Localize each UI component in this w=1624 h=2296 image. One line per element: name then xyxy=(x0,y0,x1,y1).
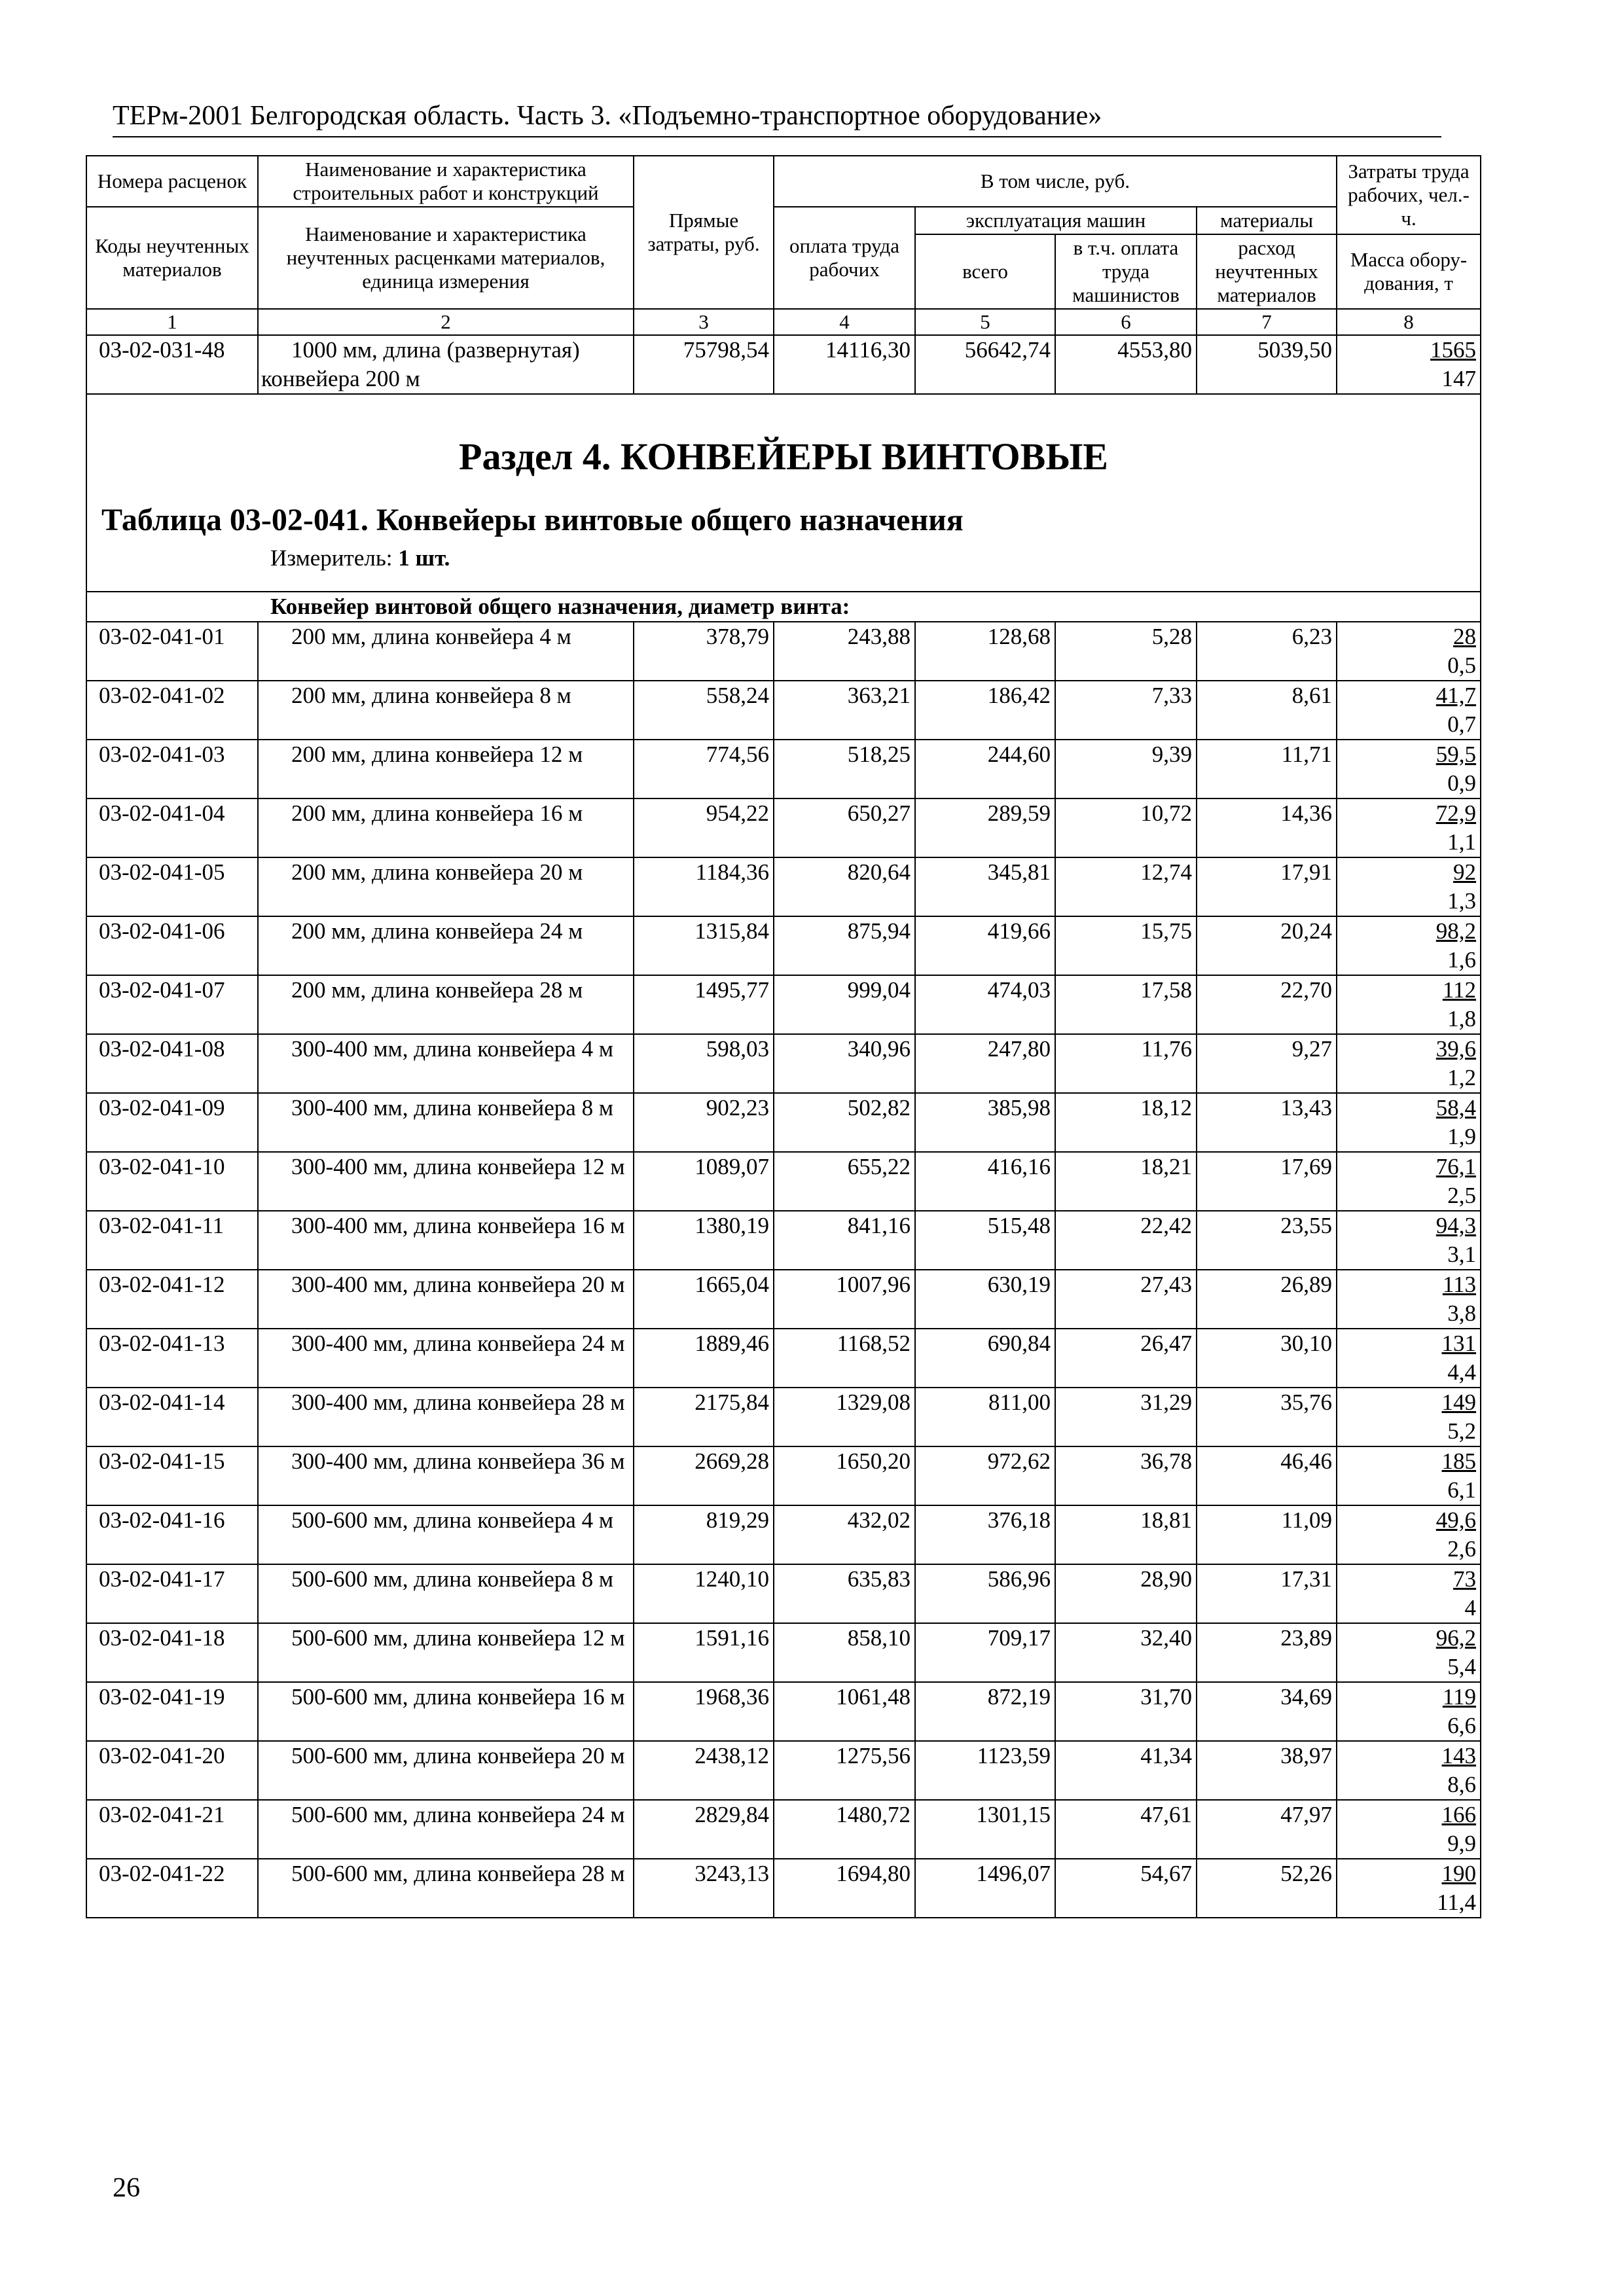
machinist-wages: 17,58 xyxy=(1055,975,1197,1034)
materials: 22,70 xyxy=(1197,975,1337,1034)
header-machinist-wages: в т.ч. оплата труда машинистов xyxy=(1055,234,1197,309)
labor-and-mass xyxy=(1337,740,1481,798)
rate-name: 200 мм, длина конвейера 12 м xyxy=(258,740,634,798)
rate-code: 03-02-041-18 xyxy=(86,1623,258,1682)
rate-name: 1000 мм, длина (развернутая) конвейера 200 м xyxy=(258,335,634,394)
machines-total: 385,98 xyxy=(915,1093,1055,1152)
rate-code: 03-02-041-01 xyxy=(86,622,258,681)
equipment-mass: 1,2 xyxy=(1447,1065,1477,1090)
table-row xyxy=(86,1034,1481,1093)
labor-and-mass xyxy=(1337,1564,1481,1623)
machinist-wages: 27,43 xyxy=(1055,1270,1197,1329)
machinist-wages: 31,29 xyxy=(1055,1388,1197,1446)
table-row xyxy=(86,335,1481,394)
equipment-mass: 147 xyxy=(1441,366,1477,391)
table-row xyxy=(86,740,1481,798)
price-table xyxy=(86,155,1481,1918)
labor-and-mass xyxy=(1337,681,1481,740)
machines-total: 376,18 xyxy=(915,1505,1055,1564)
labor-costs: 49,6 xyxy=(1435,1507,1477,1533)
machines-total: 474,03 xyxy=(915,975,1055,1034)
rate-code: 03-02-041-22 xyxy=(86,1859,258,1918)
direct-costs: 774,56 xyxy=(634,740,774,798)
wages: 1694,80 xyxy=(774,1859,915,1918)
rate-code: 03-02-041-11 xyxy=(86,1211,258,1270)
table-row xyxy=(86,1800,1481,1859)
price-table-container xyxy=(86,155,1480,1918)
machines-total: 1496,07 xyxy=(915,1859,1055,1918)
machines-total: 630,19 xyxy=(915,1270,1055,1329)
direct-costs: 1315,84 xyxy=(634,916,774,975)
direct-costs: 2669,28 xyxy=(634,1446,774,1505)
table-row xyxy=(86,1859,1481,1918)
machines-total: 416,16 xyxy=(915,1152,1055,1211)
machinist-wages: 11,76 xyxy=(1055,1034,1197,1093)
direct-costs: 558,24 xyxy=(634,681,774,740)
labor-and-mass xyxy=(1337,1152,1481,1211)
machines-total: 247,80 xyxy=(915,1034,1055,1093)
rate-name: 300-400 мм, длина конвейера 4 м xyxy=(258,1034,634,1093)
labor-costs: 113 xyxy=(1442,1272,1477,1297)
header-machines: эксплуатация машин xyxy=(915,207,1197,234)
labor-costs: 59,5 xyxy=(1435,742,1477,767)
table-row xyxy=(86,857,1481,916)
wages: 1168,52 xyxy=(774,1329,915,1388)
labor-and-mass xyxy=(1337,798,1481,857)
labor-costs: 98,2 xyxy=(1435,918,1477,944)
labor-costs: 28 xyxy=(1453,624,1477,649)
labor-and-mass xyxy=(1337,1446,1481,1505)
labor-costs: 58,4 xyxy=(1435,1095,1477,1121)
machinist-wages: 15,75 xyxy=(1055,916,1197,975)
materials: 46,46 xyxy=(1197,1446,1337,1505)
wages: 650,27 xyxy=(774,798,915,857)
equipment-mass: 4 xyxy=(1464,1595,1477,1621)
machinist-wages: 22,42 xyxy=(1055,1211,1197,1270)
labor-costs: 1565 xyxy=(1430,337,1477,363)
machines-total: 345,81 xyxy=(915,857,1055,916)
equipment-mass: 11,4 xyxy=(1437,1890,1477,1915)
rate-name: 300-400 мм, длина конвейера 28 м xyxy=(258,1388,634,1446)
labor-costs: 92 xyxy=(1453,859,1477,885)
rate-name: 200 мм, длина конвейера 16 м xyxy=(258,798,634,857)
column-number: 1 xyxy=(86,309,258,335)
direct-costs: 3243,13 xyxy=(634,1859,774,1918)
equipment-mass: 1,3 xyxy=(1447,888,1477,914)
labor-and-mass xyxy=(1337,1093,1481,1152)
measure-value: 1 шт. xyxy=(398,545,450,571)
table-row xyxy=(86,1093,1481,1152)
machines-total: 1123,59 xyxy=(915,1741,1055,1800)
materials: 38,97 xyxy=(1197,1741,1337,1800)
rate-code: 03-02-041-09 xyxy=(86,1093,258,1152)
table-row xyxy=(86,1446,1481,1505)
labor-costs: 41,7 xyxy=(1435,683,1477,708)
machines-total: 56642,74 xyxy=(915,335,1055,394)
machines-total: 872,19 xyxy=(915,1682,1055,1741)
materials: 23,89 xyxy=(1197,1623,1337,1682)
labor-and-mass xyxy=(1337,975,1481,1034)
direct-costs: 378,79 xyxy=(634,622,774,681)
table-row xyxy=(86,1388,1481,1446)
table-row xyxy=(86,798,1481,857)
wages: 820,64 xyxy=(774,857,915,916)
rate-name: 300-400 мм, длина конвейера 24 м xyxy=(258,1329,634,1388)
labor-costs: 149 xyxy=(1441,1390,1477,1415)
header-direct-costs: Прямые затраты, руб. xyxy=(634,156,774,309)
machinist-wages: 10,72 xyxy=(1055,798,1197,857)
column-number: 2 xyxy=(258,309,634,335)
materials: 17,91 xyxy=(1197,857,1337,916)
rate-code: 03-02-041-10 xyxy=(86,1152,258,1211)
labor-and-mass xyxy=(1337,1741,1481,1800)
materials: 47,97 xyxy=(1197,1800,1337,1859)
rate-name: 500-600 мм, длина конвейера 20 м xyxy=(258,1741,634,1800)
labor-costs: 94,3 xyxy=(1435,1213,1477,1238)
rate-name: 500-600 мм, длина конвейера 24 м xyxy=(258,1800,634,1859)
materials: 9,27 xyxy=(1197,1034,1337,1093)
direct-costs: 2438,12 xyxy=(634,1741,774,1800)
equipment-mass: 9,9 xyxy=(1447,1831,1477,1856)
equipment-mass: 8,6 xyxy=(1447,1772,1477,1797)
machines-total: 289,59 xyxy=(915,798,1055,857)
materials: 34,69 xyxy=(1197,1682,1337,1741)
labor-costs: 76,1 xyxy=(1435,1154,1477,1179)
labor-and-mass xyxy=(1337,1034,1481,1093)
measure-label: Измеритель: xyxy=(270,545,393,571)
table-row xyxy=(86,622,1481,681)
equipment-mass: 2,5 xyxy=(1447,1183,1477,1208)
header-wages: оплата труда рабочих xyxy=(774,207,915,309)
rate-code: 03-02-041-12 xyxy=(86,1270,258,1329)
rate-name: 500-600 мм, длина конвейера 8 м xyxy=(258,1564,634,1623)
labor-costs: 72,9 xyxy=(1435,800,1477,826)
machinist-wages: 28,90 xyxy=(1055,1564,1197,1623)
header-labor-costs: Затраты труда рабочих, чел.-ч. xyxy=(1337,156,1481,234)
rate-code: 03-02-041-21 xyxy=(86,1800,258,1859)
materials: 23,55 xyxy=(1197,1211,1337,1270)
machines-total: 690,84 xyxy=(915,1329,1055,1388)
direct-costs: 1184,36 xyxy=(634,857,774,916)
labor-and-mass xyxy=(1337,1270,1481,1329)
rate-code: 03-02-041-02 xyxy=(86,681,258,740)
materials: 20,24 xyxy=(1197,916,1337,975)
wages: 363,21 xyxy=(774,681,915,740)
measure-unit xyxy=(270,544,450,573)
labor-and-mass xyxy=(1337,916,1481,975)
machinist-wages: 41,34 xyxy=(1055,1741,1197,1800)
equipment-mass: 0,5 xyxy=(1447,653,1477,678)
equipment-mass: 6,6 xyxy=(1447,1713,1477,1738)
labor-and-mass xyxy=(1337,1388,1481,1446)
machinist-wages: 18,81 xyxy=(1055,1505,1197,1564)
table-row xyxy=(86,1152,1481,1211)
rate-code: 03-02-031-48 xyxy=(86,335,258,394)
machinist-wages: 36,78 xyxy=(1055,1446,1197,1505)
header-work-name: Наименование и характеристика строительных работ и конструкций xyxy=(258,156,634,207)
direct-costs: 1665,04 xyxy=(634,1270,774,1329)
machines-total: 128,68 xyxy=(915,622,1055,681)
table-row xyxy=(86,1682,1481,1741)
materials: 8,61 xyxy=(1197,681,1337,740)
machines-total: 515,48 xyxy=(915,1211,1055,1270)
machinist-wages: 5,28 xyxy=(1055,622,1197,681)
column-number: 8 xyxy=(1337,309,1481,335)
direct-costs: 2175,84 xyxy=(634,1388,774,1446)
machines-total: 419,66 xyxy=(915,916,1055,975)
labor-and-mass xyxy=(1337,857,1481,916)
machinist-wages: 18,12 xyxy=(1055,1093,1197,1152)
labor-costs: 73 xyxy=(1453,1566,1477,1592)
page-header: ТЕРм-2001 Белгородская область. Часть 3. «Подъемно-транспортное оборудование» xyxy=(113,98,1441,137)
rate-code: 03-02-041-04 xyxy=(86,798,258,857)
labor-and-mass xyxy=(1337,622,1481,681)
rate-name: 200 мм, длина конвейера 20 м xyxy=(258,857,634,916)
table-row xyxy=(86,681,1481,740)
materials: 14,36 xyxy=(1197,798,1337,857)
rate-code: 03-02-041-05 xyxy=(86,857,258,916)
group-title: Конвейер винтовой общего назначения, диаметр винта: xyxy=(86,592,1481,622)
labor-and-mass xyxy=(1337,335,1481,394)
table-row xyxy=(86,1270,1481,1329)
machinist-wages: 32,40 xyxy=(1055,1623,1197,1682)
labor-and-mass xyxy=(1337,1623,1481,1682)
table-row xyxy=(86,1211,1481,1270)
header-including: В том числе, руб. xyxy=(774,156,1337,207)
rate-name: 300-400 мм, длина конвейера 36 м xyxy=(258,1446,634,1505)
machinist-wages: 26,47 xyxy=(1055,1329,1197,1388)
equipment-mass: 5,4 xyxy=(1447,1654,1477,1679)
header-machines-total: всего xyxy=(915,234,1055,309)
wages: 635,83 xyxy=(774,1564,915,1623)
materials: 6,23 xyxy=(1197,622,1337,681)
direct-costs: 75798,54 xyxy=(634,335,774,394)
header-materials-use: расход неучтенных материалов xyxy=(1197,234,1337,309)
rate-name: 500-600 мм, длина конвейера 16 м xyxy=(258,1682,634,1741)
rate-name: 200 мм, длина конвейера 4 м xyxy=(258,622,634,681)
materials: 52,26 xyxy=(1197,1859,1337,1918)
equipment-mass: 6,1 xyxy=(1447,1477,1477,1503)
materials: 11,09 xyxy=(1197,1505,1337,1564)
labor-costs: 131 xyxy=(1441,1331,1477,1356)
direct-costs: 2829,84 xyxy=(634,1800,774,1859)
materials: 11,71 xyxy=(1197,740,1337,798)
labor-and-mass xyxy=(1337,1800,1481,1859)
labor-costs: 112 xyxy=(1442,977,1477,1003)
labor-costs: 39,6 xyxy=(1435,1036,1477,1062)
direct-costs: 1889,46 xyxy=(634,1329,774,1388)
table-row xyxy=(86,916,1481,975)
table-row xyxy=(86,1741,1481,1800)
rate-code: 03-02-041-08 xyxy=(86,1034,258,1093)
section-block xyxy=(86,394,1481,592)
header-rate-numbers: Номера расценок xyxy=(86,156,258,207)
machines-total: 586,96 xyxy=(915,1564,1055,1623)
direct-costs: 954,22 xyxy=(634,798,774,857)
wages: 841,16 xyxy=(774,1211,915,1270)
rate-name: 300-400 мм, длина конвейера 16 м xyxy=(258,1211,634,1270)
wages: 875,94 xyxy=(774,916,915,975)
machinist-wages: 54,67 xyxy=(1055,1859,1197,1918)
labor-costs: 190 xyxy=(1441,1861,1477,1886)
machinist-wages: 31,70 xyxy=(1055,1682,1197,1741)
wages: 502,82 xyxy=(774,1093,915,1152)
machinist-wages: 4553,80 xyxy=(1055,335,1197,394)
header-equipment-mass: Масса обору-дования, т xyxy=(1337,234,1481,309)
wages: 432,02 xyxy=(774,1505,915,1564)
wages: 340,96 xyxy=(774,1034,915,1093)
labor-and-mass xyxy=(1337,1505,1481,1564)
machines-total: 1301,15 xyxy=(915,1800,1055,1859)
wages: 1650,20 xyxy=(774,1446,915,1505)
machinist-wages: 12,74 xyxy=(1055,857,1197,916)
machinist-wages: 7,33 xyxy=(1055,681,1197,740)
labor-and-mass xyxy=(1337,1859,1481,1918)
materials: 17,31 xyxy=(1197,1564,1337,1623)
rate-code: 03-02-041-06 xyxy=(86,916,258,975)
machines-total: 811,00 xyxy=(915,1388,1055,1446)
equipment-mass: 3,8 xyxy=(1447,1300,1477,1326)
direct-costs: 1089,07 xyxy=(634,1152,774,1211)
labor-costs: 166 xyxy=(1441,1802,1477,1827)
column-number: 7 xyxy=(1197,309,1337,335)
rate-code: 03-02-041-17 xyxy=(86,1564,258,1623)
rate-code: 03-02-041-15 xyxy=(86,1446,258,1505)
equipment-mass: 5,2 xyxy=(1447,1418,1477,1444)
wages: 243,88 xyxy=(774,622,915,681)
machines-total: 972,62 xyxy=(915,1446,1055,1505)
header-materials: материалы xyxy=(1197,207,1337,234)
column-number: 6 xyxy=(1055,309,1197,335)
rate-name: 500-600 мм, длина конвейера 4 м xyxy=(258,1505,634,1564)
equipment-mass: 0,7 xyxy=(1447,711,1477,737)
materials: 30,10 xyxy=(1197,1329,1337,1388)
machines-total: 709,17 xyxy=(915,1623,1055,1682)
direct-costs: 1591,16 xyxy=(634,1623,774,1682)
wages: 14116,30 xyxy=(774,335,915,394)
header-material-name: Наименование и характеристика неучтенных расценками материалов, единица измерения xyxy=(258,207,634,309)
wages: 858,10 xyxy=(774,1623,915,1682)
table-row xyxy=(86,1623,1481,1682)
column-number: 5 xyxy=(915,309,1055,335)
rate-name: 300-400 мм, длина конвейера 12 м xyxy=(258,1152,634,1211)
materials: 35,76 xyxy=(1197,1388,1337,1446)
machines-total: 244,60 xyxy=(915,740,1055,798)
labor-and-mass xyxy=(1337,1329,1481,1388)
rate-name: 200 мм, длина конвейера 8 м xyxy=(258,681,634,740)
column-number: 3 xyxy=(634,309,774,335)
rate-code: 03-02-041-20 xyxy=(86,1741,258,1800)
labor-costs: 96,2 xyxy=(1435,1625,1477,1651)
materials: 13,43 xyxy=(1197,1093,1337,1152)
labor-costs: 143 xyxy=(1441,1743,1477,1768)
wages: 1480,72 xyxy=(774,1800,915,1859)
rate-name: 200 мм, длина конвейера 28 м xyxy=(258,975,634,1034)
table-row xyxy=(86,1329,1481,1388)
table-title: Таблица 03-02-041. Конвейеры винтовые общего назначения xyxy=(101,503,964,537)
wages: 1061,48 xyxy=(774,1682,915,1741)
direct-costs: 598,03 xyxy=(634,1034,774,1093)
machinist-wages: 47,61 xyxy=(1055,1800,1197,1859)
table-row xyxy=(86,1505,1481,1564)
equipment-mass: 4,4 xyxy=(1447,1359,1477,1385)
table-row xyxy=(86,975,1481,1034)
direct-costs: 819,29 xyxy=(634,1505,774,1564)
rate-name: 300-400 мм, длина конвейера 20 м xyxy=(258,1270,634,1329)
machines-total: 186,42 xyxy=(915,681,1055,740)
header-material-codes: Коды неучтенных материалов xyxy=(86,207,258,309)
machinist-wages: 18,21 xyxy=(1055,1152,1197,1211)
rate-name: 500-600 мм, длина конвейера 28 м xyxy=(258,1859,634,1918)
materials: 26,89 xyxy=(1197,1270,1337,1329)
labor-and-mass xyxy=(1337,1682,1481,1741)
rate-code: 03-02-041-07 xyxy=(86,975,258,1034)
equipment-mass: 1,1 xyxy=(1447,829,1477,855)
rate-code: 03-02-041-14 xyxy=(86,1388,258,1446)
equipment-mass: 3,1 xyxy=(1447,1242,1477,1267)
wages: 999,04 xyxy=(774,975,915,1034)
rate-code: 03-02-041-16 xyxy=(86,1505,258,1564)
wages: 1329,08 xyxy=(774,1388,915,1446)
rate-code: 03-02-041-03 xyxy=(86,740,258,798)
rate-name: 300-400 мм, длина конвейера 8 м xyxy=(258,1093,634,1152)
direct-costs: 902,23 xyxy=(634,1093,774,1152)
equipment-mass: 0,9 xyxy=(1447,770,1477,796)
equipment-mass: 1,6 xyxy=(1447,947,1477,973)
rate-code: 03-02-041-19 xyxy=(86,1682,258,1741)
page-number: 26 xyxy=(113,2173,140,2203)
wages: 655,22 xyxy=(774,1152,915,1211)
wages: 1007,96 xyxy=(774,1270,915,1329)
column-number: 4 xyxy=(774,309,915,335)
direct-costs: 1380,19 xyxy=(634,1211,774,1270)
equipment-mass: 1,8 xyxy=(1447,1006,1477,1031)
equipment-mass: 1,9 xyxy=(1447,1124,1477,1149)
rate-code: 03-02-041-13 xyxy=(86,1329,258,1388)
materials: 5039,50 xyxy=(1197,335,1337,394)
section-title: Раздел 4. КОНВЕЙЕРЫ ВИНТОВЫЕ xyxy=(459,435,1108,478)
direct-costs: 1495,77 xyxy=(634,975,774,1034)
direct-costs: 1240,10 xyxy=(634,1564,774,1623)
equipment-mass: 2,6 xyxy=(1447,1536,1477,1562)
machinist-wages: 9,39 xyxy=(1055,740,1197,798)
materials: 17,69 xyxy=(1197,1152,1337,1211)
table-row xyxy=(86,1564,1481,1623)
labor-costs: 185 xyxy=(1441,1448,1477,1474)
rate-name: 500-600 мм, длина конвейера 12 м xyxy=(258,1623,634,1682)
wages: 518,25 xyxy=(774,740,915,798)
wages: 1275,56 xyxy=(774,1741,915,1800)
labor-and-mass xyxy=(1337,1211,1481,1270)
rate-name: 200 мм, длина конвейера 24 м xyxy=(258,916,634,975)
labor-costs: 119 xyxy=(1442,1684,1477,1710)
direct-costs: 1968,36 xyxy=(634,1682,774,1741)
